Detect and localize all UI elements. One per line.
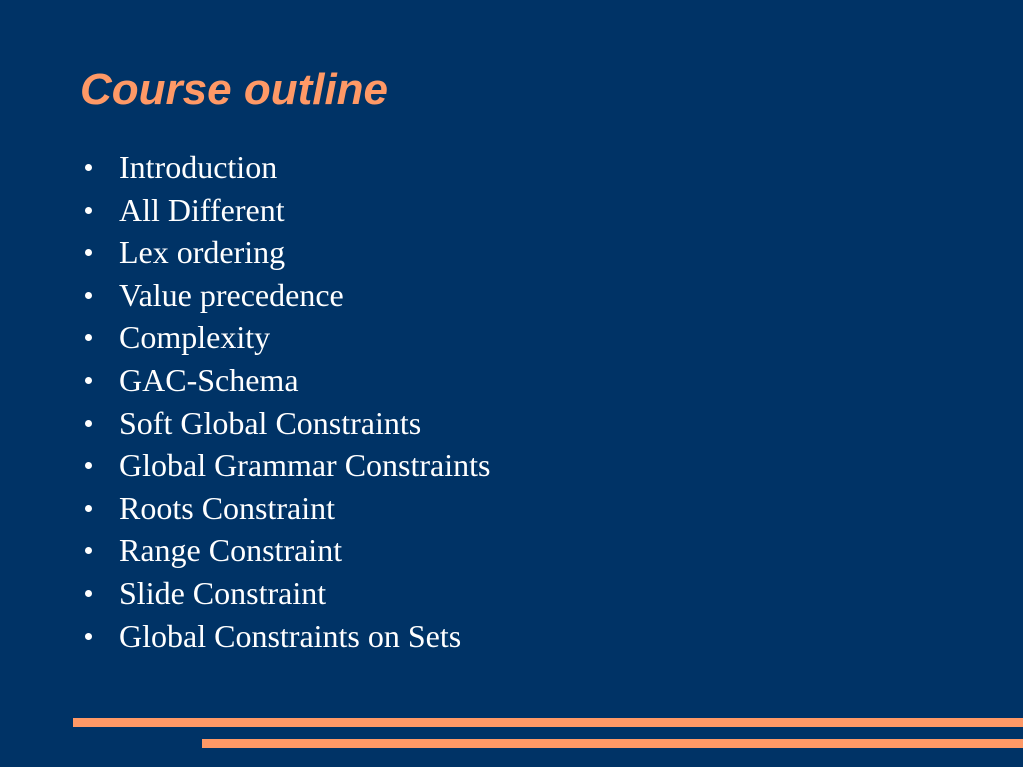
bullet-icon — [85, 249, 92, 256]
list-item-text: Slide Constraint — [119, 574, 327, 611]
list-item-text: All Different — [119, 191, 285, 228]
list-item-text: Complexity — [119, 319, 271, 356]
bullet-icon — [85, 207, 92, 214]
decorative-rule-bottom — [202, 739, 1023, 748]
list-item-text: Range Constraint — [119, 532, 343, 569]
bullet-icon — [85, 590, 92, 597]
bullet-icon — [85, 547, 92, 554]
decorative-rule-top — [73, 718, 1023, 727]
bullet-icon — [85, 334, 92, 341]
list-item-text: Global Constraints on Sets — [119, 617, 462, 654]
list-item-text: Value precedence — [119, 276, 344, 313]
bullet-icon — [85, 292, 92, 299]
list-item-text: Lex ordering — [119, 234, 286, 271]
list-item-text: Roots Constraint — [119, 489, 336, 526]
list-item-text: Introduction — [119, 149, 278, 185]
list-item-text: Soft Global Constraints — [119, 404, 422, 441]
bullet-icon — [85, 420, 92, 427]
list-item-text: GAC-Schema — [119, 361, 299, 398]
bullet-icon — [85, 377, 92, 384]
bullet-icon — [85, 633, 92, 640]
list-item-text: Global Grammar Constraints — [119, 447, 491, 484]
bullet-icon — [85, 164, 92, 171]
bullet-icon — [85, 505, 92, 512]
bullet-icon — [85, 462, 92, 469]
slide-title: Course outline — [80, 65, 389, 114]
